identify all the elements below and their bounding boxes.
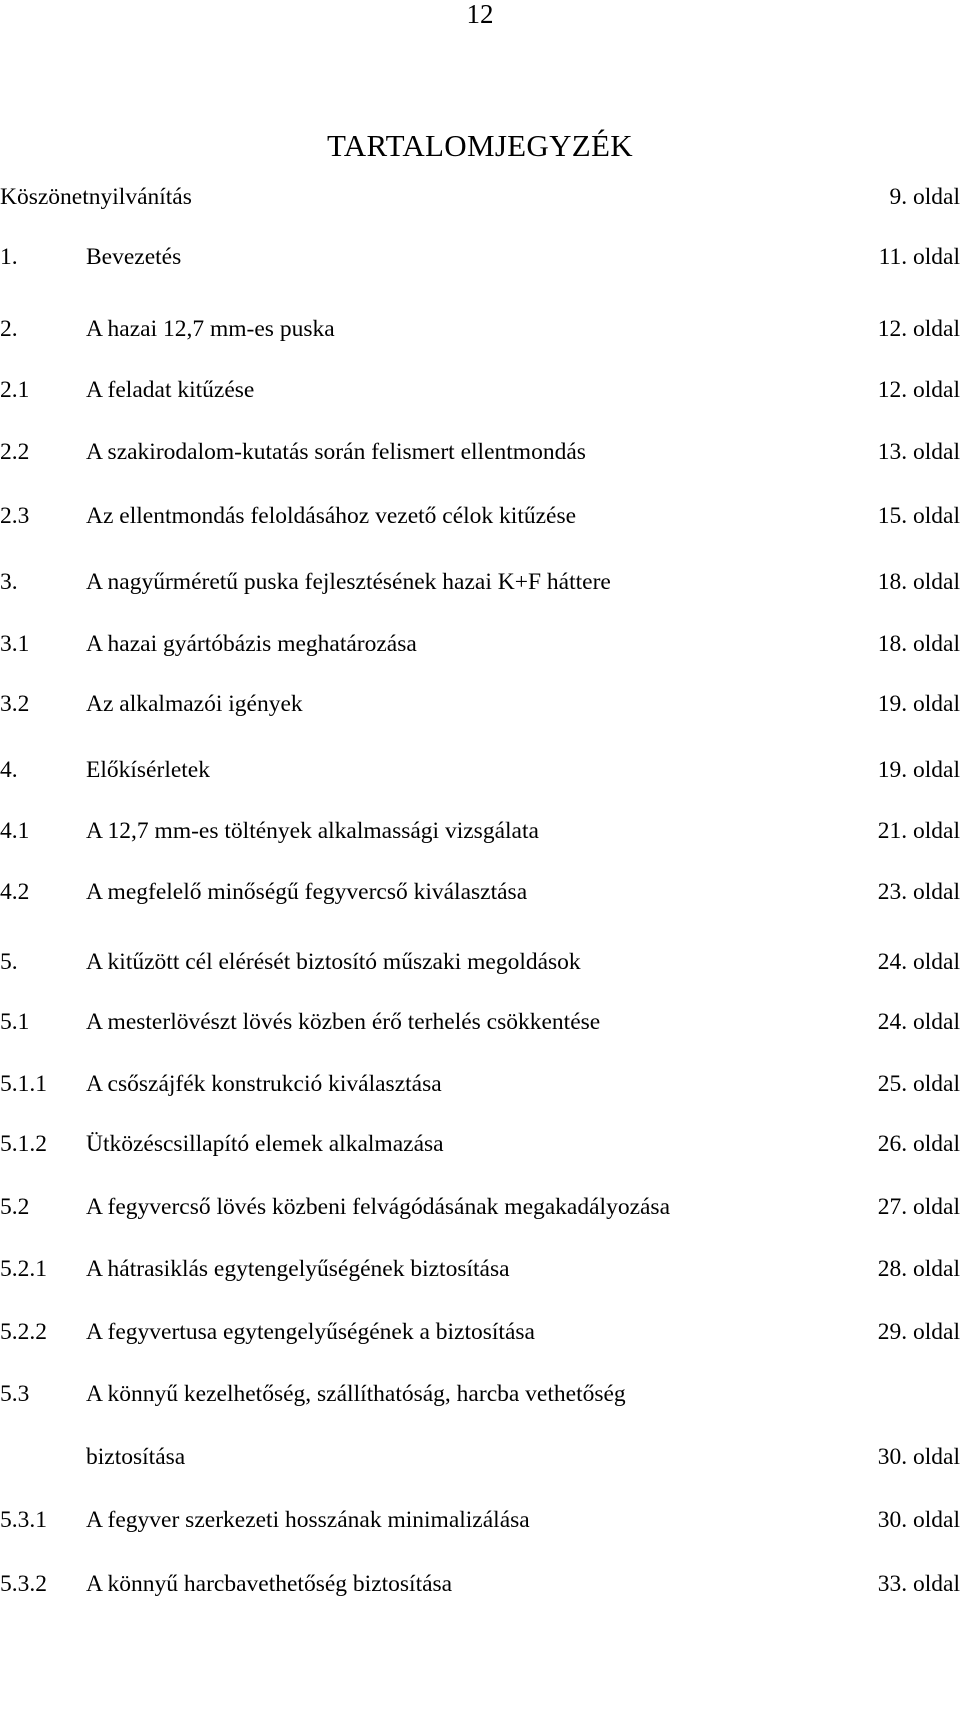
toc-entry-title: A hazai 12,7 mm-es puska xyxy=(86,316,335,342)
toc-entry-number: 4.1 xyxy=(0,818,30,844)
toc-entry xyxy=(0,313,960,345)
toc-entry xyxy=(0,181,960,213)
toc-entry xyxy=(0,1316,960,1348)
toc-entry-page: 24. oldal xyxy=(877,1009,960,1035)
toc-entry-title: A csőszájfék konstrukció kiválasztása xyxy=(86,1071,442,1097)
toc-entry-number: 2.2 xyxy=(0,439,30,465)
toc-entry-title: Köszönetnyilvánítás xyxy=(0,184,192,210)
toc-entry-title: Ütközéscsillapító elemek alkalmazása xyxy=(86,1131,444,1157)
toc-entry-title: A mesterlövészt lövés közben érő terhelés csökkentése xyxy=(86,1009,601,1035)
toc-entry-page: 26. oldal xyxy=(877,1131,960,1157)
toc-entry-title: Az ellentmondás feloldásához vezető célok kitűzése xyxy=(86,503,577,529)
toc-entry-page: 23. oldal xyxy=(877,879,960,905)
toc-entry-number: 3. xyxy=(0,569,18,595)
toc-entry-page: 19. oldal xyxy=(877,691,960,717)
toc-entry-number: 5.3 xyxy=(0,1381,30,1407)
toc-entry xyxy=(0,1253,960,1285)
toc-entry xyxy=(0,688,960,720)
toc-entry-page: 18. oldal xyxy=(877,569,960,595)
toc-entry-title: Bevezetés xyxy=(86,244,182,270)
toc-title: TARTALOMJEGYZÉK xyxy=(327,128,633,163)
toc-entry-title: Az alkalmazói igények xyxy=(86,691,303,717)
toc-entry xyxy=(0,374,960,406)
toc-entry xyxy=(0,815,960,847)
toc-entry xyxy=(0,436,960,468)
page-number: 12 xyxy=(466,0,494,29)
toc-entry-title: A fegyvercső lövés közbeni felvágódásának megakadályozása xyxy=(86,1194,671,1220)
toc-entry-title: A könnyű kezelhetőség, szállíthatóság, harcba vethetőség xyxy=(86,1381,626,1407)
toc-entry-page: 27. oldal xyxy=(877,1194,960,1220)
toc-entry-title: biztosítása xyxy=(86,1444,186,1470)
toc-entry-page: 18. oldal xyxy=(877,631,960,657)
toc-entry-number: 5.3.1 xyxy=(0,1507,47,1533)
toc-entry-page: 30. oldal xyxy=(877,1507,960,1533)
toc-entry-title: A szakirodalom-kutatás során felismert ellentmondás xyxy=(86,439,586,465)
toc-entry-continuation xyxy=(0,1441,960,1473)
toc-entry-title: A hátrasiklás egytengelyűségének biztosítása xyxy=(86,1256,510,1282)
toc-entry-page: 24. oldal xyxy=(877,949,960,975)
toc-entry-number: 3.1 xyxy=(0,631,30,657)
toc-entry-title: A hazai gyártóbázis meghatározása xyxy=(86,631,417,657)
toc-entry-page: 12. oldal xyxy=(877,377,960,403)
toc-entry xyxy=(0,1378,960,1410)
toc-entry-page: 15. oldal xyxy=(877,503,960,529)
toc-entry-title: A megfelelő minőségű fegyvercső kiválasztása xyxy=(86,879,528,905)
toc-entry-title: A feladat kitűzése xyxy=(86,377,255,403)
toc-entry-number: 2.1 xyxy=(0,377,30,403)
toc-entry-number: 3.2 xyxy=(0,691,30,717)
toc-entry-number: 2. xyxy=(0,316,18,342)
toc-entry-number: 5.1.2 xyxy=(0,1131,47,1157)
toc-entry-number: 5.2.1 xyxy=(0,1256,47,1282)
toc-entry-title: A 12,7 mm-es töltények alkalmassági vizsgálata xyxy=(86,818,539,844)
toc-entry-number: 4.2 xyxy=(0,879,30,905)
toc-entry-title: A kitűzött cél elérését biztosító műszaki megoldások xyxy=(86,949,581,975)
toc-entry-page: 30. oldal xyxy=(877,1444,960,1470)
toc-entry xyxy=(0,1568,960,1600)
toc-entry-page: 11. oldal xyxy=(878,244,960,270)
toc-entry-number: 5.1.1 xyxy=(0,1071,47,1097)
toc-entry-page: 13. oldal xyxy=(877,439,960,465)
toc-entry xyxy=(0,946,960,978)
toc-entry xyxy=(0,1128,960,1160)
toc-entry xyxy=(0,876,960,908)
toc-entry-number: 5.3.2 xyxy=(0,1571,47,1597)
toc-entry-title: Előkísérletek xyxy=(86,757,210,783)
toc-entry-title: A nagyűrméretű puska fejlesztésének hazai K+F háttere xyxy=(86,569,611,595)
toc-entry-page: 33. oldal xyxy=(877,1571,960,1597)
toc-entry-number: 1. xyxy=(0,244,18,270)
toc-entry-title: A fegyver szerkezeti hosszának minimalizálása xyxy=(86,1507,530,1533)
toc-entry xyxy=(0,566,960,598)
toc-entry xyxy=(0,241,960,273)
toc-entry-page: 21. oldal xyxy=(877,818,960,844)
toc-entry-page: 25. oldal xyxy=(877,1071,960,1097)
toc-entry-page: 29. oldal xyxy=(877,1319,960,1345)
toc-entry xyxy=(0,1504,960,1536)
toc-entry-title: A fegyvertusa egytengelyűségének a biztosítása xyxy=(86,1319,535,1345)
toc-entry xyxy=(0,754,960,786)
toc-entry-number: 2.3 xyxy=(0,503,30,529)
toc-entry-number: 5.2.2 xyxy=(0,1319,47,1345)
toc-entry-page: 9. oldal xyxy=(889,184,960,210)
toc-entry xyxy=(0,500,960,532)
toc-entry xyxy=(0,1006,960,1038)
toc-entry-page: 19. oldal xyxy=(877,757,960,783)
toc-entry-page: 12. oldal xyxy=(877,316,960,342)
toc-entry xyxy=(0,628,960,660)
toc-entry-number: 5. xyxy=(0,949,18,975)
toc-entry xyxy=(0,1191,960,1223)
toc-entry-title: A könnyű harcbavethetőség biztosítása xyxy=(86,1571,453,1597)
toc-entry xyxy=(0,1068,960,1100)
toc-entry-number: 5.1 xyxy=(0,1009,30,1035)
toc-entry-number: 4. xyxy=(0,757,18,783)
toc-entry-page: 28. oldal xyxy=(877,1256,960,1282)
toc-entry-number: 5.2 xyxy=(0,1194,30,1220)
